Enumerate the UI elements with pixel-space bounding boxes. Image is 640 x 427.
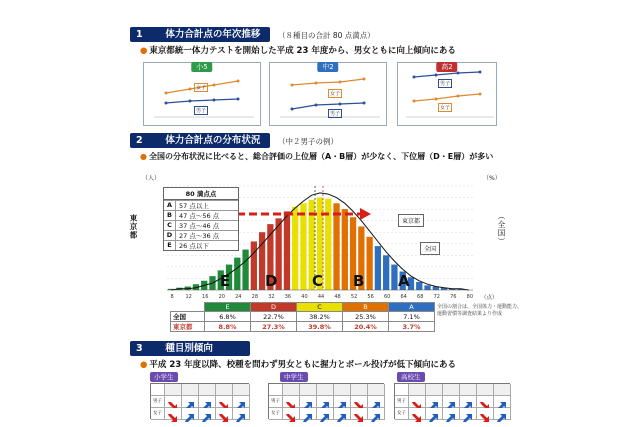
bar xyxy=(234,258,240,290)
grade-letter-e: E xyxy=(220,272,231,290)
trend-cell xyxy=(443,408,460,420)
legend-range: 26 点以下 xyxy=(179,242,209,250)
trend-cell xyxy=(283,396,300,408)
legend-range: 37 点〜46 点 xyxy=(179,222,220,230)
event-header-cell xyxy=(409,384,426,396)
gender-label-cell: 女子 xyxy=(395,408,409,420)
table-header-c: C xyxy=(297,303,343,312)
trend-cell xyxy=(233,408,250,420)
mini-chart-high xyxy=(397,62,497,126)
bar xyxy=(325,199,331,290)
x-tick-label: 24 xyxy=(235,294,242,300)
bullet-icon: ● xyxy=(140,46,148,56)
section2-header xyxy=(130,133,270,148)
school-label-junior-high: 中学生 xyxy=(280,372,308,382)
gender-label-cell: 男子 xyxy=(269,396,283,408)
event-header-cell xyxy=(151,384,165,396)
table-header-e: E xyxy=(205,303,251,312)
section1-bullet xyxy=(140,44,456,56)
event-header-cell xyxy=(233,384,250,396)
up-arrow-icon xyxy=(426,412,442,423)
up-arrow-icon xyxy=(182,412,198,423)
x-tick-label: 44 xyxy=(317,294,325,300)
x-tick-label: 52 xyxy=(350,294,358,300)
legend-grade: C xyxy=(164,221,176,230)
legend-grade: D xyxy=(164,231,176,240)
trend-cell xyxy=(165,396,182,408)
event-header-cell xyxy=(182,384,199,396)
event-header-cell xyxy=(368,384,385,396)
event-header-cell xyxy=(216,384,233,396)
event-trend-grid xyxy=(150,383,249,419)
female-label: 女子 xyxy=(196,85,207,91)
table-cell: 38.2% xyxy=(297,312,343,322)
mini-chart-tag: 中2 xyxy=(317,62,338,72)
section3-header xyxy=(130,341,250,356)
x-tick-label: 68 xyxy=(417,294,424,300)
trend-cell xyxy=(334,408,351,420)
event-header-cell xyxy=(494,384,511,396)
y-title-right: （全国） xyxy=(497,212,506,246)
x-tick-label: 76 xyxy=(450,294,457,300)
male-label: 男子 xyxy=(196,108,207,114)
mini-chart-tag: 小5 xyxy=(191,62,212,72)
x-unit: （点） xyxy=(481,295,498,301)
table-cell: 25.3% xyxy=(343,312,389,322)
down-arrow-icon xyxy=(216,412,232,423)
legend-grade: E xyxy=(164,241,176,250)
mini-chart-tag: 高2 xyxy=(436,62,457,72)
grade-letter-c: C xyxy=(312,272,324,290)
bar xyxy=(416,282,422,290)
footnote-line: 全国の割合は、全国体力・運動能力、 xyxy=(437,304,523,310)
female-label: 女子 xyxy=(440,105,451,111)
trend-cell xyxy=(460,408,477,420)
trend-cell xyxy=(300,408,317,420)
trend-cell xyxy=(334,396,351,408)
y-unit-left: （人） xyxy=(142,175,161,182)
table-cell: 7.1% xyxy=(389,312,435,322)
trend-cell xyxy=(216,408,233,420)
x-tick-label: 56 xyxy=(367,294,374,300)
event-header-cell xyxy=(199,384,216,396)
table-cell: 22.7% xyxy=(251,312,297,322)
x-tick-label: 40 xyxy=(301,294,308,300)
bar xyxy=(342,209,348,290)
trend-cell xyxy=(443,396,460,408)
section3-title: 種目別傾向 xyxy=(165,343,213,354)
table-cell: 3.7% xyxy=(389,322,435,332)
x-tick-label: 80 xyxy=(466,294,474,300)
x-tick-label: 64 xyxy=(400,294,407,300)
event-header-cell xyxy=(283,384,300,396)
x-tick-label: 60 xyxy=(383,294,391,300)
bar xyxy=(251,241,257,290)
legend-row xyxy=(164,200,238,210)
event-header-cell xyxy=(395,384,409,396)
event-trend-grid xyxy=(394,383,510,419)
trend-cell xyxy=(182,408,199,420)
table-corner xyxy=(171,303,205,312)
x-tick-label: 48 xyxy=(334,294,341,300)
trend-cell xyxy=(494,396,511,408)
up-arrow-icon xyxy=(233,412,249,423)
up-arrow-icon xyxy=(460,412,476,423)
shift-arrow-head xyxy=(360,208,371,220)
row-label: 全国 xyxy=(171,312,205,322)
table-row xyxy=(171,322,435,332)
legend-row xyxy=(164,220,238,230)
trend-cell xyxy=(351,396,368,408)
tokyo-line-label: 東京都 xyxy=(398,214,424,227)
grade-legend xyxy=(163,187,239,251)
down-arrow-icon xyxy=(477,412,493,423)
trend-cell xyxy=(283,408,300,420)
down-arrow-icon xyxy=(165,412,181,423)
bar xyxy=(284,211,290,290)
legend-range: 57 点以上 xyxy=(179,202,209,210)
grade-letter-a: A xyxy=(398,272,410,290)
legend-range: 47 点〜56 点 xyxy=(179,212,220,220)
section1-title: 体力合計点の年次推移 xyxy=(165,29,261,40)
trend-cell xyxy=(477,396,494,408)
trend-cell xyxy=(368,396,385,408)
trend-cell xyxy=(368,408,385,420)
table-cell: 27.3% xyxy=(251,322,297,332)
up-arrow-icon xyxy=(300,412,316,423)
up-arrow-icon xyxy=(199,412,215,423)
section3-bullet xyxy=(140,358,456,370)
bar xyxy=(375,246,381,290)
table-cell: 6.8% xyxy=(205,312,251,322)
event-header-cell xyxy=(426,384,443,396)
section2-note: （中２男子の例） xyxy=(278,137,338,146)
mini-chart-svg xyxy=(398,63,498,127)
legend-header: 80 満点点 xyxy=(164,188,238,200)
gender-label-cell: 女子 xyxy=(269,408,283,420)
bar xyxy=(333,203,339,290)
event-header-cell xyxy=(269,384,283,396)
trend-cell xyxy=(199,408,216,420)
x-tick-label: 20 xyxy=(218,294,225,300)
down-arrow-icon xyxy=(409,412,425,423)
bar xyxy=(292,207,298,290)
trend-cell xyxy=(165,408,182,420)
section1-note: （８種目の合計 80 点満点） xyxy=(278,31,375,40)
gender-label-cell: 女子 xyxy=(151,408,165,420)
grade-letter-b: B xyxy=(353,272,365,290)
trend-cell xyxy=(494,408,511,420)
event-trend-grid xyxy=(268,383,384,419)
section1-number: 1 xyxy=(136,29,143,40)
x-tick-label: 32 xyxy=(268,294,275,300)
event-header-cell xyxy=(351,384,368,396)
table-header-row xyxy=(171,303,435,312)
up-arrow-icon xyxy=(334,412,350,423)
distribution-table xyxy=(170,302,435,332)
event-header-cell xyxy=(477,384,494,396)
legend-range: 27 点〜36 点 xyxy=(179,232,220,240)
gender-label-cell: 男子 xyxy=(151,396,165,408)
trend-cell xyxy=(409,396,426,408)
bar xyxy=(391,265,397,290)
table-footnote xyxy=(437,304,522,318)
trend-cell xyxy=(477,408,494,420)
gender-label-cell: 男子 xyxy=(395,396,409,408)
trend-cell xyxy=(233,396,250,408)
section2-title: 体力合計点の分布状況 xyxy=(165,135,261,146)
section3-number: 3 xyxy=(136,343,143,354)
national-line-label: 全国 xyxy=(420,242,440,255)
female-label: 女子 xyxy=(330,91,341,97)
section2-number: 2 xyxy=(136,135,143,146)
trend-cell xyxy=(351,408,368,420)
legend-row xyxy=(164,210,238,220)
bar xyxy=(424,285,430,290)
table-cell: 39.8% xyxy=(297,322,343,332)
table-cell: 8.8% xyxy=(205,322,251,332)
up-arrow-icon xyxy=(368,412,384,423)
up-arrow-icon xyxy=(443,412,459,423)
section3-bullet-text: 平成 23 年度以降、校種を問わず男女ともに握力とボール投げが低下傾向にある xyxy=(149,360,457,370)
school-label-high: 高校生 xyxy=(397,372,425,382)
x-tick-label: 16 xyxy=(202,294,209,300)
x-tick-label: 28 xyxy=(251,294,259,300)
trend-cell xyxy=(182,396,199,408)
trend-cell xyxy=(300,396,317,408)
male-label: 男子 xyxy=(440,81,451,87)
down-arrow-icon xyxy=(283,412,299,423)
x-tick-label: 8 xyxy=(170,294,174,300)
grade-letter-d: D xyxy=(265,272,278,290)
trend-cell xyxy=(426,396,443,408)
event-header-cell xyxy=(334,384,351,396)
trend-cell xyxy=(216,396,233,408)
y-unit-right: （%） xyxy=(483,175,501,182)
event-header-cell xyxy=(300,384,317,396)
x-tick-label: 36 xyxy=(284,294,292,300)
mini-chart-svg xyxy=(144,63,262,127)
event-header-cell xyxy=(460,384,477,396)
legend-row xyxy=(164,240,238,250)
legend-grade: A xyxy=(164,201,176,210)
bar xyxy=(300,203,306,290)
mini-chart-junior-high xyxy=(269,62,387,126)
trend-cell xyxy=(199,396,216,408)
up-arrow-icon xyxy=(494,412,510,423)
bullet-icon: ● xyxy=(140,360,148,370)
event-header-cell xyxy=(443,384,460,396)
section1-header xyxy=(130,27,270,42)
row-label: 東京都 xyxy=(171,322,205,332)
bar xyxy=(383,255,389,290)
section1-bullet-text: 東京都統一体力テストを開始した平成 23 年度から、男女ともに向上傾向にある xyxy=(149,46,456,56)
table-cell: 20.4% xyxy=(343,322,389,332)
school-label-elementary: 小学生 xyxy=(150,372,178,382)
section2-bullet xyxy=(140,151,493,162)
up-arrow-icon xyxy=(317,412,333,423)
table-header-b: B xyxy=(343,303,389,312)
male-label: 男子 xyxy=(330,111,341,117)
mini-chart-elementary xyxy=(143,62,261,126)
trend-cell xyxy=(317,396,334,408)
bar xyxy=(242,250,248,290)
table-row xyxy=(171,312,435,322)
footnote-line: 運動習慣等調査結果より作成 xyxy=(437,311,503,317)
trend-cell xyxy=(409,408,426,420)
down-arrow-icon xyxy=(351,412,367,423)
event-header-cell xyxy=(317,384,334,396)
trend-cell xyxy=(317,408,334,420)
x-tick-label: 72 xyxy=(433,294,440,300)
bullet-icon: ● xyxy=(140,152,147,161)
event-header-cell xyxy=(165,384,182,396)
x-tick-label: 12 xyxy=(185,294,192,300)
table-header-d: D xyxy=(251,303,297,312)
trend-cell xyxy=(426,408,443,420)
bar xyxy=(366,237,372,290)
y-title-left: 東京都 xyxy=(129,214,138,240)
legend-row xyxy=(164,230,238,240)
trend-cell xyxy=(460,396,477,408)
table-header-a: A xyxy=(389,303,435,312)
section2-bullet-text: 全国の分布状況に比べると、総合評価の上位層（A・B層）が少なく、下位層（D・E層）が多い xyxy=(148,152,494,161)
legend-grade: B xyxy=(164,211,176,220)
